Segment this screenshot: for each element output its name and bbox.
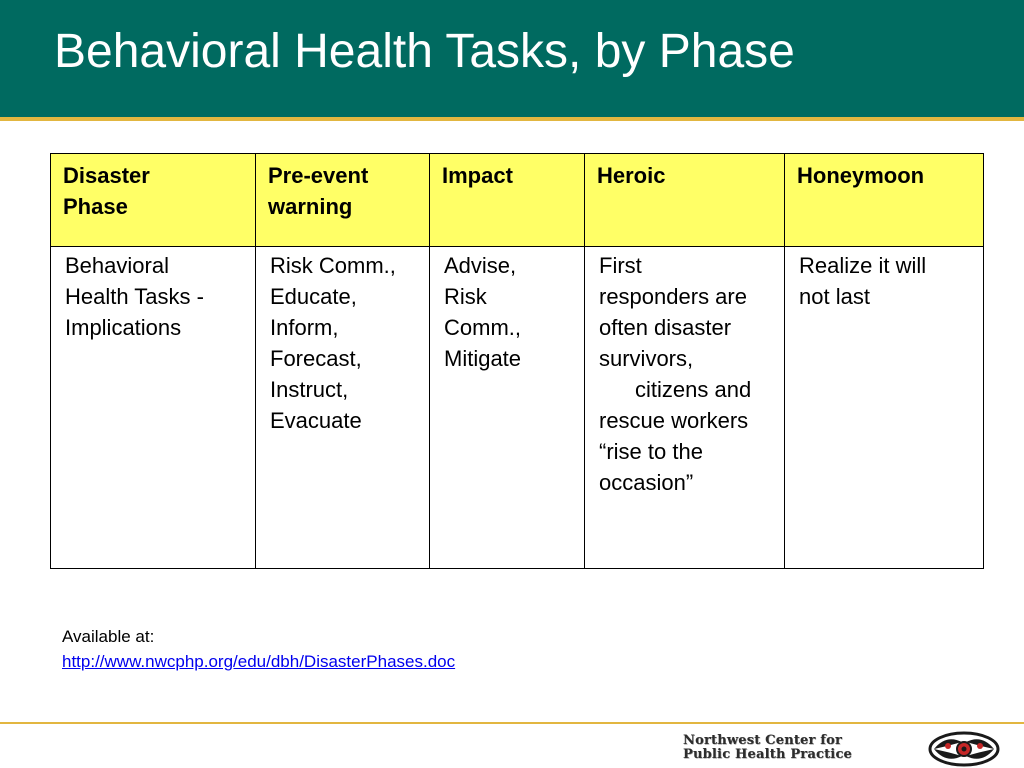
cell-line: often disaster <box>599 315 732 340</box>
cell-line: survivors, <box>599 346 694 371</box>
cell-line: Evacuate <box>270 408 362 433</box>
cell-line: responders are <box>599 284 747 309</box>
table-row <box>51 247 984 569</box>
header-honeymoon <box>785 154 984 247</box>
cell-impact-tasks <box>430 247 585 569</box>
cell-line: Health Tasks - <box>65 284 204 309</box>
cell-honeymoon-tasks <box>785 247 984 569</box>
title-divider <box>0 117 1024 121</box>
phase-table <box>50 153 984 569</box>
header-disaster-phase <box>51 154 256 247</box>
cell-heroic-tasks <box>585 247 785 569</box>
cell-line: Inform, <box>270 315 339 340</box>
cell-line: Mitigate <box>444 346 522 371</box>
cell-line: “rise to the <box>599 439 703 464</box>
header-line: Disaster <box>63 163 150 188</box>
cell-line: Forecast, <box>270 346 362 371</box>
slide-title: Behavioral Health Tasks, by Phase <box>54 25 795 78</box>
source-note <box>62 624 455 674</box>
cell-line: Risk Comm., <box>270 253 396 278</box>
cell-line: Risk <box>444 284 487 309</box>
header-line: Phase <box>63 194 128 219</box>
cell-line: Educate, <box>270 284 357 309</box>
logo-line: Public Health Practice <box>683 747 853 762</box>
cell-row-label <box>51 247 256 569</box>
cell-line: Advise, <box>444 253 517 278</box>
footer-divider <box>0 722 1024 724</box>
header-impact <box>430 154 585 247</box>
cell-line: Implications <box>65 315 182 340</box>
source-link[interactable]: http://www.nwcphp.org/edu/dbh/DisasterPhases.doc <box>62 652 456 671</box>
table-header-row <box>51 154 984 247</box>
cell-line: Comm., <box>444 315 521 340</box>
header-line: Impact <box>442 163 513 188</box>
organization-logo-text <box>683 734 919 762</box>
header-line: Honeymoon <box>797 163 925 188</box>
header-line: Heroic <box>597 163 666 188</box>
organization-emblem-icon <box>928 730 1000 768</box>
cell-pre-event-tasks <box>256 247 430 569</box>
title-bar <box>0 0 1024 117</box>
cell-line: Realize it will <box>799 253 927 278</box>
cell-line: occasion” <box>599 470 694 495</box>
header-pre-event-warning <box>256 154 430 247</box>
header-line: warning <box>268 194 353 219</box>
cell-line: citizens and <box>635 377 752 402</box>
header-line: Pre-event <box>268 163 369 188</box>
cell-line: not last <box>799 284 870 309</box>
source-label: Available at: <box>62 627 155 646</box>
cell-line: First <box>599 253 642 278</box>
cell-line: Behavioral <box>65 253 169 278</box>
logo-line: Northwest Center for <box>683 733 843 748</box>
cell-line: Instruct, <box>270 377 349 402</box>
cell-line: rescue workers <box>599 408 749 433</box>
header-heroic <box>585 154 785 247</box>
